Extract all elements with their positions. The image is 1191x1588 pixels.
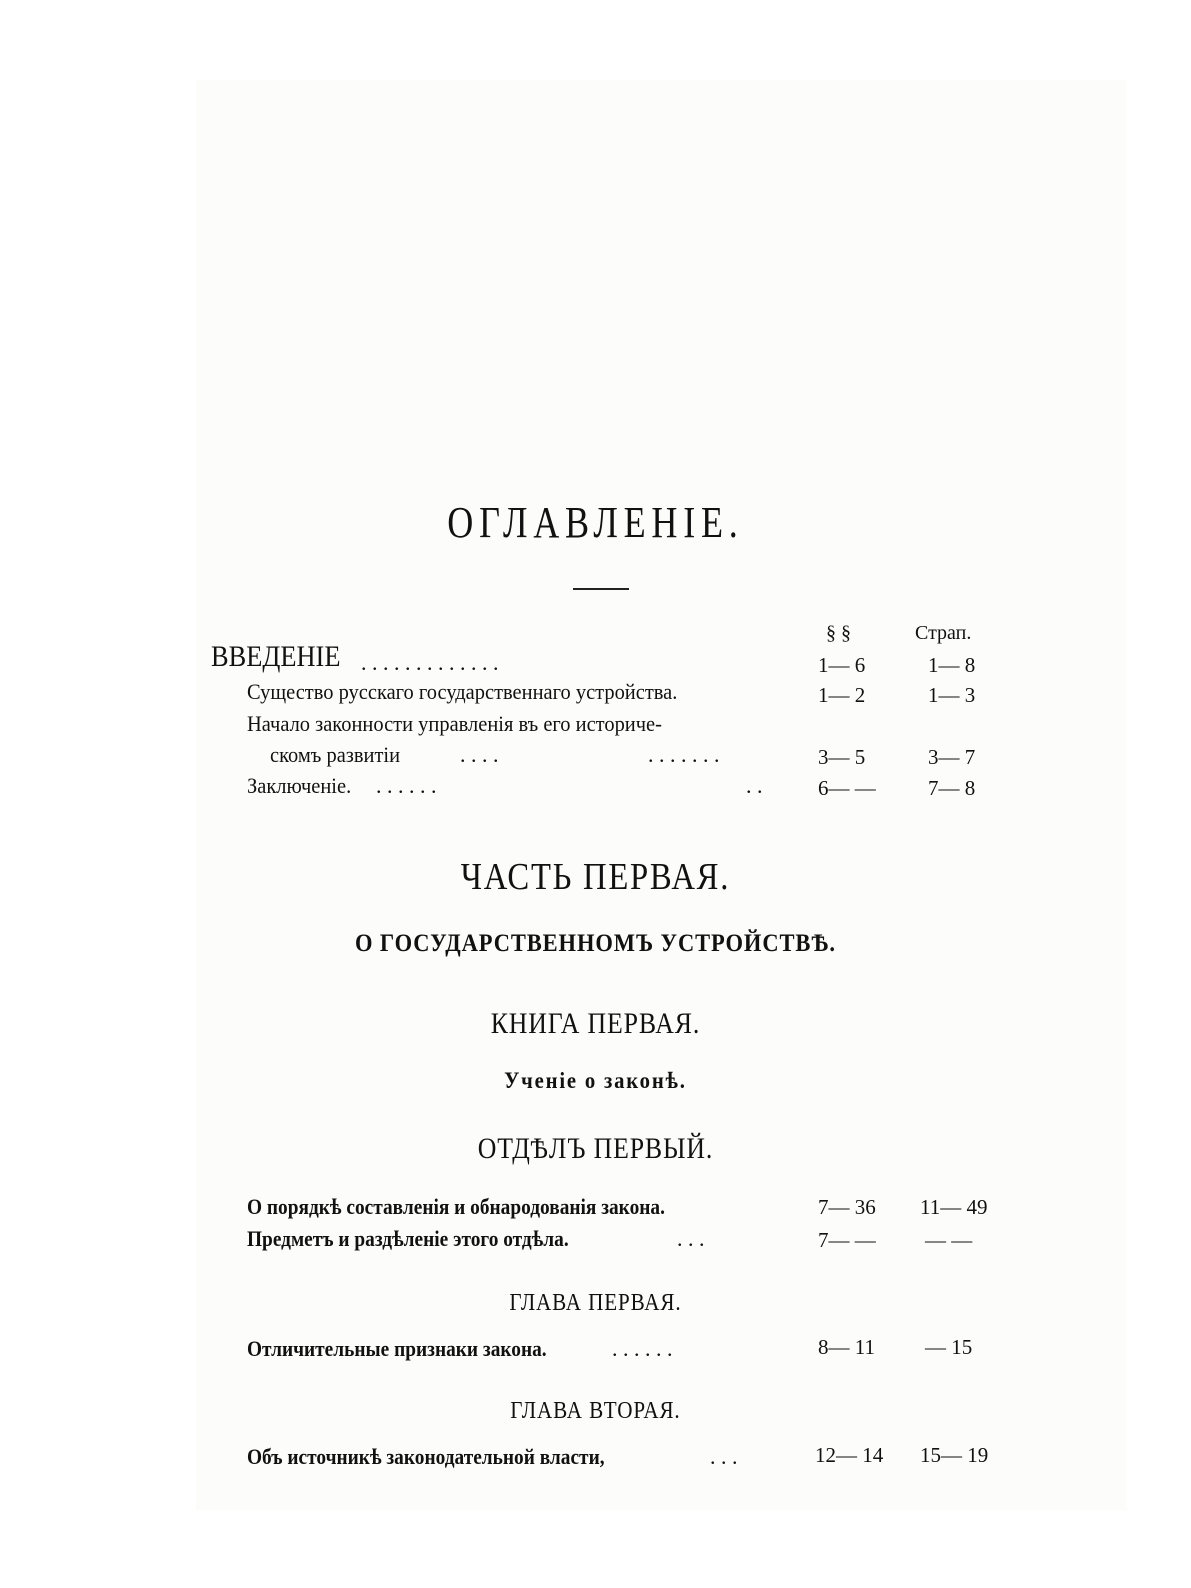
page-title: ОГЛАВЛЕНІЕ. <box>447 498 744 547</box>
toc-entry-leader: . . . . . . <box>376 773 437 798</box>
toc-entry-pages: — 15 <box>925 1335 973 1359</box>
toc-entry-sections: 3— 5 <box>818 745 866 769</box>
book-title: КНИГА ПЕРВАЯ. <box>490 1007 701 1040</box>
toc-entry-leader: . . . <box>677 1226 705 1251</box>
intro-heading-leader: . . . . . . . . . . . . . <box>361 650 499 675</box>
sections-column-heading: § § <box>826 622 851 644</box>
toc-entry-label: Предметъ и раздѣленіе этого отдѣла. <box>247 1226 569 1251</box>
toc-entry-label: О порядкѣ составленія и обнародованія закона. <box>247 1194 665 1219</box>
toc-entry-pages: — — <box>925 1228 973 1252</box>
toc-entry-label: Существо русскаго государственнаго устройства. <box>247 679 678 704</box>
toc-entry-leader: . . . . <box>460 742 499 767</box>
toc-entry-pages: 11— 49 <box>920 1195 988 1219</box>
toc-entry-leader: . . . . . . <box>612 1336 673 1361</box>
toc-entry-label: Заключеніе. <box>247 773 352 798</box>
toc-entry-leader: . . <box>746 773 763 798</box>
intro-heading-pages: 1— 8 <box>928 653 976 677</box>
toc-entry-sections: 12— 14 <box>815 1443 884 1467</box>
chapter2-title: ГЛАВА ВТОРАЯ. <box>510 1398 681 1424</box>
intro-heading-sections: 1— 6 <box>818 653 866 677</box>
chapter1-title: ГЛАВА ПЕРВАЯ. <box>509 1290 682 1316</box>
part-title: ЧАСТЬ ПЕРВАЯ. <box>460 856 731 898</box>
toc-entry-pages: 15— 19 <box>920 1443 989 1467</box>
toc-entry-label: скомъ развитіи <box>270 742 401 767</box>
toc-entry-label: Объ источникѣ законодательной власти, <box>247 1444 605 1469</box>
toc-entry-sections: 8— 11 <box>818 1335 875 1359</box>
toc-entry-sections: 7— 36 <box>818 1195 876 1219</box>
division-title: ОТДѢЛЪ ПЕРВЫЙ. <box>477 1132 714 1165</box>
toc-entry-pages: 7— 8 <box>928 776 976 800</box>
book-subtitle: Ученіе о законѣ. <box>504 1068 687 1093</box>
title-rule <box>573 588 629 590</box>
pages-column-heading: Страп. <box>915 622 972 644</box>
toc-entry-leader: . . . . . . . <box>648 742 720 767</box>
part-subtitle: О ГОСУДАРСТВЕННОМЪ УСТРОЙСТВѢ. <box>354 930 836 957</box>
toc-entry-label: Отличительные признаки закона. <box>247 1336 547 1361</box>
toc-entry-pages: 3— 7 <box>928 745 976 769</box>
toc-entry-pages: 1— 3 <box>928 683 976 707</box>
toc-entry-sections: 7— — <box>818 1228 876 1252</box>
toc-entry-sections: 6— — <box>818 776 876 800</box>
toc-entry-leader: . . . <box>710 1444 738 1469</box>
intro-heading: ВВЕДЕНІЕ <box>211 640 341 673</box>
toc-entry-label: Начало законности управленія въ его историче- <box>247 711 662 736</box>
toc-entry-sections: 1— 2 <box>818 683 866 707</box>
